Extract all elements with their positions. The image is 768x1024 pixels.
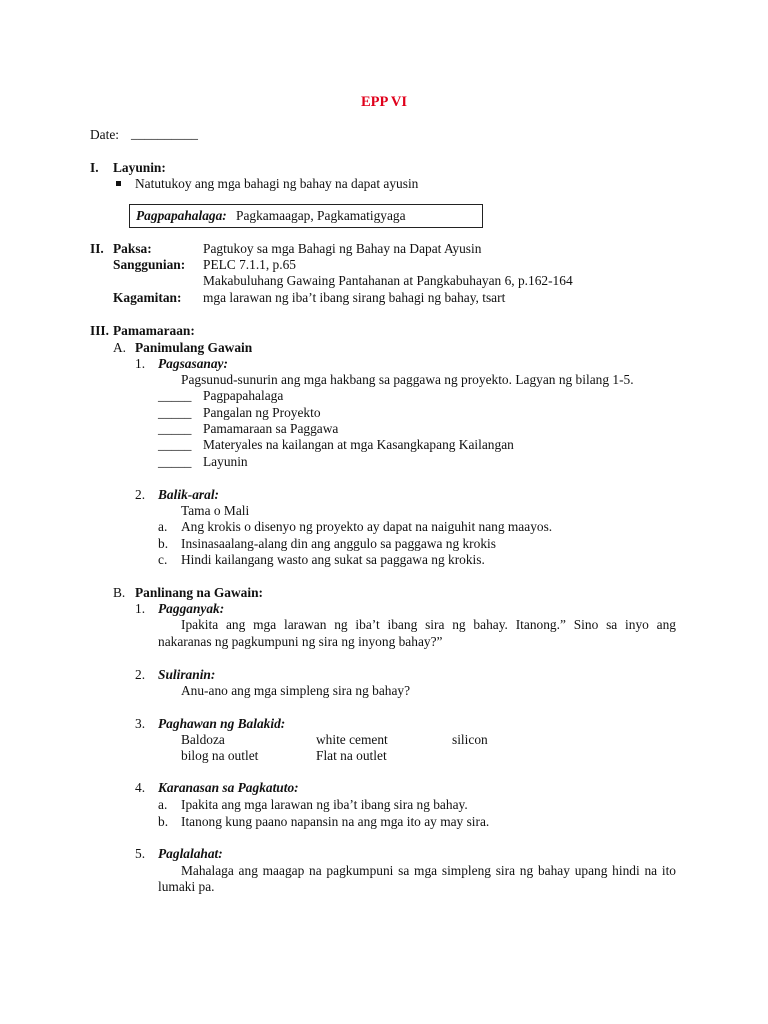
date-label: Date: (90, 127, 119, 142)
section-1-number: I. (90, 160, 99, 175)
b1-number: 1. (135, 601, 146, 616)
b4-item-text: Ipakita ang mga larawan ng iba’t ibang sira ng bahay. (181, 797, 468, 812)
a2-item-letter: a. (158, 519, 168, 534)
b1-line-2: nakaranas ng pagkumpuni ng sira ng inyong bahay?” (158, 634, 443, 649)
b5-line-1: Mahalaga ang maagap na pagkumpuni sa mga simpleng sira ng bahay upang hindi na ito (181, 863, 676, 878)
part-b-letter: B. (113, 585, 126, 600)
vocab-term: white cement (316, 732, 388, 747)
b5-heading: Paglalahat: (158, 846, 223, 861)
section-2-number: II. (90, 241, 104, 256)
date-blank: __________ (131, 126, 198, 141)
a2-item-letter: b. (158, 536, 169, 551)
b4-item-letter: b. (158, 814, 169, 829)
sanggunian-line-2: Makabuluhang Gawaing Pantahanan at Pangkabuhayan 6, p.162-164 (203, 273, 573, 288)
paksa-label: Paksa: (113, 241, 152, 256)
bullet-icon (116, 181, 121, 186)
a2-number: 2. (135, 487, 146, 502)
values-text: Pagkamaagap, Pagkamatigyaga (236, 208, 406, 223)
a1-number: 1. (135, 356, 146, 371)
sanggunian-label: Sanggunian: (113, 257, 186, 272)
step-blank: _____ (158, 388, 192, 403)
step-text: Pagpapahalaga (203, 388, 284, 403)
part-a-letter: A. (113, 340, 127, 355)
sanggunian-line-1: PELC 7.1.1, p.65 (203, 257, 296, 272)
part-b-heading: Panlinang na Gawain: (135, 585, 263, 600)
step-text: Materyales na kailangan at mga Kasangkapang Kailangan (203, 437, 514, 452)
step-text: Layunin (203, 454, 248, 469)
step-blank: _____ (158, 405, 192, 420)
paksa-text: Pagtukoy sa mga Bahagi ng Bahay na Dapat Ayusin (203, 241, 482, 256)
step-blank: _____ (158, 437, 192, 452)
step-text: Pangalan ng Proyekto (203, 405, 321, 420)
b4-number: 4. (135, 780, 146, 795)
b5-line-2: lumaki pa. (158, 879, 215, 894)
section-3-heading: Pamamaraan: (113, 323, 195, 338)
b4-item-letter: a. (158, 797, 168, 812)
section-1-heading: Layunin: (113, 160, 166, 175)
objective-text: Natutukoy ang mga bahagi ng bahay na dapat ayusin (135, 176, 419, 191)
values-label: Pagpapahalaga: (136, 208, 227, 223)
vocab-term: silicon (452, 732, 488, 747)
a1-heading: Pagsasanay: (158, 356, 228, 371)
step-blank: _____ (158, 454, 192, 469)
b3-number: 3. (135, 716, 146, 731)
vocab-term: Flat na outlet (316, 748, 387, 763)
document-title: EPP VI (360, 94, 408, 110)
b4-item-text: Itanong kung paano napansin na ang mga ito ay may sira. (181, 814, 490, 829)
b2-text: Anu-ano ang mga simpleng sira ng bahay? (181, 683, 411, 698)
step-text: Pamamaraan sa Paggawa (203, 421, 339, 436)
part-a-heading: Panimulang Gawain (135, 340, 253, 355)
b2-heading: Suliranin: (158, 667, 216, 682)
b4-heading: Karanasan sa Pagkatuto: (158, 780, 299, 795)
b2-number: 2. (135, 667, 146, 682)
section-3-number: III. (90, 323, 109, 338)
a2-heading: Balik-aral: (158, 487, 220, 502)
a1-instruction: Pagsunud-sunurin ang mga hakbang sa paggawa ng proyekto. Lagyan ng bilang 1-5. (181, 372, 634, 387)
b1-line-1: Ipakita ang mga larawan ng iba’t ibang sira ng bahay. Itanong.” Sino sa inyo ang (181, 617, 676, 632)
vocab-term: Baldoza (181, 732, 225, 747)
vocab-term: bilog na outlet (181, 748, 259, 763)
kagamitan-text: mga larawan ng iba’t ibang sirang bahagi ng bahay, tsart (203, 290, 506, 305)
a2-item-text: Ang krokis o disenyo ng proyekto ay dapat na naiguhit nang maayos. (181, 519, 553, 534)
kagamitan-label: Kagamitan: (113, 290, 182, 305)
a2-item-text: Hindi kailangang wasto ang sukat sa paggawa ng krokis. (181, 552, 485, 567)
b3-heading: Paghawan ng Balakid: (158, 716, 286, 731)
step-blank: _____ (158, 421, 192, 436)
a2-item-letter: c. (158, 552, 168, 567)
b1-heading: Pagganyak: (158, 601, 225, 616)
a2-subheading: Tama o Mali (181, 503, 250, 518)
b5-number: 5. (135, 846, 146, 861)
a2-item-text: Insinasaalang-alang din ang anggulo sa paggawa ng krokis (181, 536, 496, 551)
